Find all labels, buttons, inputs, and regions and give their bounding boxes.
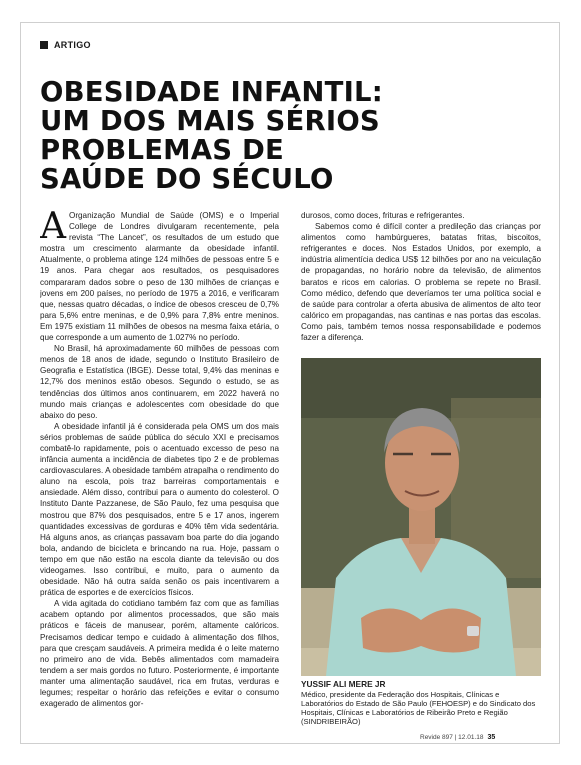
drop-cap: A	[40, 210, 66, 247]
headline-line: PROBLEMAS DE	[40, 134, 285, 166]
page-number: 35	[487, 734, 496, 741]
body-paragraph: A vida agitada do cotidiano também faz com que as famílias acabem optando por alimentos processados, que são mais práticos e fáceis de manusear, porém, altamente calóricos. Precisamos dedicar tempo e cuidado à alimentação dos filhos, para que cresçam saudáveis. A primeira medida é o leite materno no primeiro ano de vida. Bebês alimentados com mamadeira tendem a ser mais gordos no futuro. Posteriormente, é importante manter uma alimentação saudável, rica em frutas, verduras e legumes; respeitar o horário das refeições e evitar o consumo exagerado de alimentos gor-	[40, 599, 279, 709]
section-label: ARTIGO	[54, 40, 91, 50]
headline-line: OBESIDADE INFANTIL:	[40, 76, 383, 108]
body-paragraph: durosos, como doces, frituras e refrigerantes.	[301, 211, 465, 220]
author-portrait-illustration	[301, 358, 541, 676]
article-headline	[40, 78, 430, 194]
article-column-left	[40, 210, 279, 735]
section-tag	[40, 40, 91, 50]
headline-line: UM DOS MAIS SÉRIOS	[40, 105, 380, 137]
body-paragraph: Sabemos como é difícil conter a predileção das crianças por alimentos como hambúrgueres, batatas fritas, biscoitos, refrigerantes e doces. Nos Estados Unidos, por exemplo, a indústria alimentícia dedica US$ 12 bilhões por ano na veiculação de propagandas, no horário nobre da televisão, de alimentos baratos e ricos em calorias. O problema se repete no Brasil. Como médico, defendo que deveríamos ter uma política social e de saúde para controlar a oferta abusiva de alimentos de alto teor calórico em propagandas, nas cantinas e nas portas das escolas. Como pais, também temos nossa responsabilidade e podemos fazer a diferença.	[301, 222, 541, 343]
body-paragraph: A obesidade infantil já é considerada pela OMS um dos mais sérios problemas de saúde pública do século XXI e precisamos combatê-lo rapidamente, pois o acentuado excesso de peso na infância aumenta a incidência de diabetes tipo 2 e de problemas cardiovasculares. A obesidade também atrapalha o rendimento do aluno na escola, pois traz barreiras comportamentais e ansiedade. Além disso, contribui para o aumento do colesterol. O Instituto Dante Pazzanese, de São Paulo, fez uma pesquisa que mostrou que 87% dos pesquisados, entre 5 e 17 anos, ingerem quantidades excessivas de gorduras e 40% têm vida sedentária. Há alguns anos, as crianças passavam boa parte do dia jogando bola, andando de bicicleta e brincando na rua. Hoje, passam o tempo em que não estão na escola diante da televisão ou dos videogames. Isso contribui, e muito, para o aumento da obesidade. Não há outra saída senão os pais incentivarem a prática de esportes e de exercícios físicos.	[40, 421, 279, 598]
section-square-icon	[40, 41, 48, 49]
article-column-right	[301, 210, 541, 350]
author-photo	[301, 358, 541, 676]
author-name: YUSSIF ALI MERE JR	[301, 679, 386, 689]
author-credit	[301, 680, 541, 726]
page-footer	[420, 734, 495, 741]
body-paragraph: No Brasil, há aproximadamente 60 milhões de pessoas com menos de 18 anos de idade, segundo o Instituto Brasileiro de Geografia e Estatística (IBGE). Desse total, 9,4% das meninas e 12,7% dos meninos estão obesos. Segundo o estudo, se as tendências dos últimos anos continuarem, em 2022 haverá no mundo mais crianças e adolescentes com obesidade do que abaixo do peso.	[40, 344, 279, 420]
body-paragraph	[40, 210, 279, 343]
headline-line: SAÚDE DO SÉCULO	[40, 163, 334, 195]
paragraph-text: Organização Mundial de Saúde (OMS) e o Imperial College de Londres divulgaram recentemente, pela revista “The Lancet”, os resultados de um estudo que mostra um crescimento alarmante da obesidade infantil. Atualmente, o problema atinge 124 milhões de pessoas entre 5 e 19 anos. Para chegar aos resultados, os pesquisadores compararam dados sobre o peso de 130 milhões de crianças e jovens em 200 países, no período de 1975 a 2016, e verificaram que, nessas quatro décadas, o índice de obesos cresceu de 0,7% para 5,6% entre meninas, e de 0,9% para 7,8% entre meninos. Em 1975 existiam 11 milhões de obesos na mesma faixa etária, o que corresponde a um aumento de 1.027% no período.	[40, 211, 279, 343]
author-role: Médico, presidente da Federação dos Hospitais, Clínicas e Laboratórios do Estado de São Paulo (FEHOESP) e do Sindicato dos Hospitais, Clínicas e Laboratórios de Ribeirão Preto e Região (SINDRIBEIRÃO)	[301, 690, 536, 726]
issue-info: Revide 897 | 12.01.18	[420, 734, 484, 741]
